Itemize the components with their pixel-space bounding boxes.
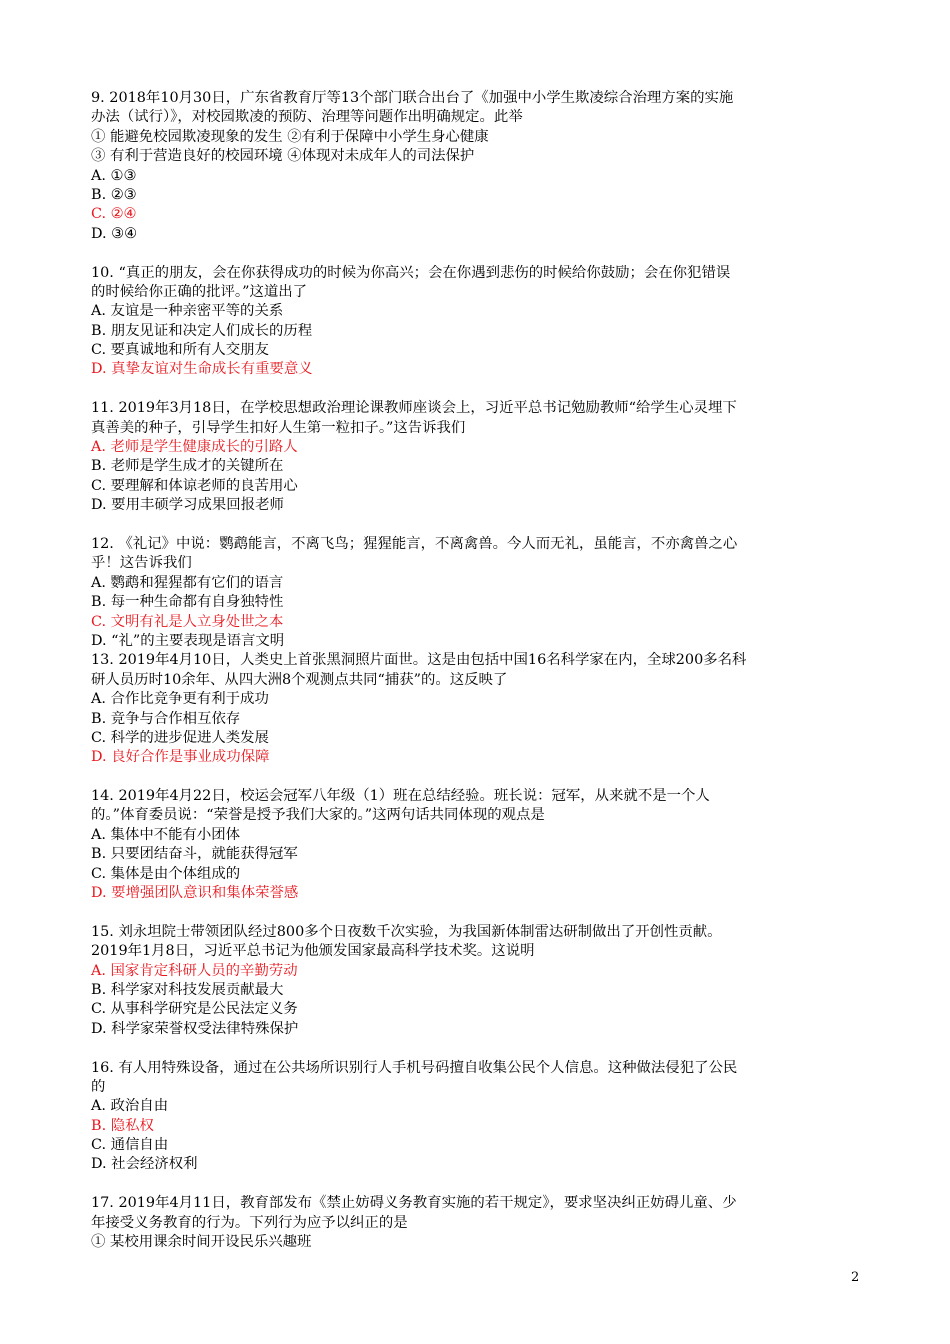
question-stem-line: ① 能避免校园欺凌现象的发生 ②有利于保障中小学生身心健康 xyxy=(91,128,489,145)
question-stem-line: 12. 《礼记》中说：鹦鹉能言，不离飞鸟；猩猩能言，不离禽兽。今人而无礼，虽能言，不亦禽兽之心 xyxy=(91,535,738,552)
page-number: 2 xyxy=(851,1270,860,1285)
answer-option: D. “礼”的主要表现是语言文明 xyxy=(91,632,285,649)
question-stem-line: 研人员历时10余年、从四大洲8个观测点共同“捕获”的。这反映了 xyxy=(91,671,508,688)
question-stem-line: 16. 有人用特殊设备，通过在公共场所识别行人手机号码擅自收集公民个人信息。这种做法侵犯了公民 xyxy=(91,1059,738,1076)
question-stem-line: 15. 刘永坦院士带领团队经过800多个日夜数千次实验，为我国新体制雷达研制做出了开创性贡献。 xyxy=(91,923,722,940)
question-block xyxy=(91,399,866,515)
answer-option: B. 只要团结奋斗，就能获得冠军 xyxy=(91,846,298,863)
answer-option-correct: D. 真挚友谊对生命成长有重要意义 xyxy=(91,361,313,378)
answer-option-correct: C. 文明有礼是人立身处世之本 xyxy=(91,613,284,630)
answer-option: A. 友谊是一种亲密平等的关系 xyxy=(91,303,284,320)
question-stem-line: 14. 2019年4月22日，校运会冠军八年级（1）班在总结经验。班长说：冠军，从来就不是一个人 xyxy=(91,788,710,805)
question-stem-line: 办法（试行）》，对校园欺凌的预防、治理等问题作出明确规定。此举 xyxy=(91,109,523,126)
answer-option: A. 鹦鹉和猩猩都有它们的语言 xyxy=(91,574,284,591)
answer-option-correct: C. ②④ xyxy=(91,206,137,223)
question-block xyxy=(91,651,866,767)
answer-option: A. 集体中不能有小团体 xyxy=(91,826,241,843)
answer-option: A. 政治自由 xyxy=(91,1098,169,1115)
question-stem-line: 13. 2019年4月10日，人类史上首张黑洞照片面世。这是由包括中国16名科学家在内，全球200多名科 xyxy=(91,652,747,669)
question-block xyxy=(91,1059,866,1175)
exam-page xyxy=(91,89,866,1272)
answer-option: B. 竞争与合作相互依存 xyxy=(91,710,241,727)
question-stem-line: 2019年1月8日，习近平总书记为他颁发国家最高科学技术奖。这说明 xyxy=(91,943,535,960)
answer-option: C. 集体是由个体组成的 xyxy=(91,865,241,882)
answer-option: C. 通信自由 xyxy=(91,1137,169,1154)
question-stem-line: 的。”体育委员说：“荣誉是授予我们大家的。”这两句话共同体现的观点是 xyxy=(91,807,545,824)
answer-option-correct: A. 国家肯定科研人员的辛勤劳动 xyxy=(91,962,298,979)
answer-option: D. 要用丰硕学习成果回报老师 xyxy=(91,497,284,514)
answer-option: A. 合作比竞争更有利于成功 xyxy=(91,691,269,708)
question-stem-line: 11. 2019年3月18日，在学校思想政治理论课教师座谈会上，习近平总书记勉励教师“给学生心灵埋下 xyxy=(91,400,737,417)
answer-option: D. 社会经济权利 xyxy=(91,1156,198,1173)
answer-option-correct: B. 隐私权 xyxy=(91,1117,154,1134)
answer-option-correct: D. 要增强团队意识和集体荣誉感 xyxy=(91,885,299,902)
question-block xyxy=(91,923,866,1039)
question-block xyxy=(91,1194,866,1252)
question-stem-line: 年接受义务教育的行为。下列行为应予以纠正的是 xyxy=(91,1214,408,1231)
question-stem-line: ① 某校用课余时间开设民乐兴趣班 xyxy=(91,1234,312,1251)
answer-option: A. ①③ xyxy=(91,167,137,184)
answer-option: C. 从事科学研究是公民法定义务 xyxy=(91,1001,298,1018)
question-stem-line: 的时候给你正确的批评。”这道出了 xyxy=(91,283,308,300)
answer-option-correct: A. 老师是学生健康成长的引路人 xyxy=(91,439,298,456)
question-stem-line: 10. “真正的朋友，会在你获得成功的时候为你高兴；会在你遇到悲伤的时候给你鼓励；会在你犯错误 xyxy=(91,264,731,281)
answer-option: B. ②③ xyxy=(91,186,137,203)
answer-option: D. ③④ xyxy=(91,225,137,242)
question-block xyxy=(91,535,866,651)
answer-option: B. 朋友见证和决定人们成长的历程 xyxy=(91,322,313,339)
answer-option: C. 要理解和体谅老师的良苦用心 xyxy=(91,477,298,494)
question-stem-line: 17. 2019年4月11日，教育部发布《禁止妨碍义务教育实施的若干规定》，要求坚决纠正妨碍儿童、少 xyxy=(91,1195,737,1212)
answer-option: C. 要真诚地和所有人交朋友 xyxy=(91,342,269,359)
answer-option: D. 科学家荣誉权受法律特殊保护 xyxy=(91,1020,299,1037)
question-block xyxy=(91,264,866,380)
question-stem-line: 真善美的种子，引导学生扣好人生第一粒扣子。”这告诉我们 xyxy=(91,419,466,436)
question-block xyxy=(91,89,866,244)
question-block xyxy=(91,787,866,903)
question-stem-line: 乎！这告诉我们 xyxy=(91,555,192,572)
answer-option: B. 老师是学生成才的关键所在 xyxy=(91,458,284,475)
answer-option: B. 科学家对科技发展贡献最大 xyxy=(91,981,284,998)
answer-option: C. 科学的进步促进人类发展 xyxy=(91,729,269,746)
answer-option: B. 每一种生命都有自身独特性 xyxy=(91,594,284,611)
question-stem-line: 9. 2018年10月30日，广东省教育厅等13个部门联合出台了《加强中小学生欺凌综合治理方案的实施 xyxy=(91,90,734,106)
answer-option-correct: D. 良好合作是事业成功保障 xyxy=(91,749,270,766)
question-stem-line: ③ 有利于营造良好的校园环境 ④体现对未成年人的司法保护 xyxy=(91,148,475,165)
question-stem-line: 的 xyxy=(91,1078,106,1095)
